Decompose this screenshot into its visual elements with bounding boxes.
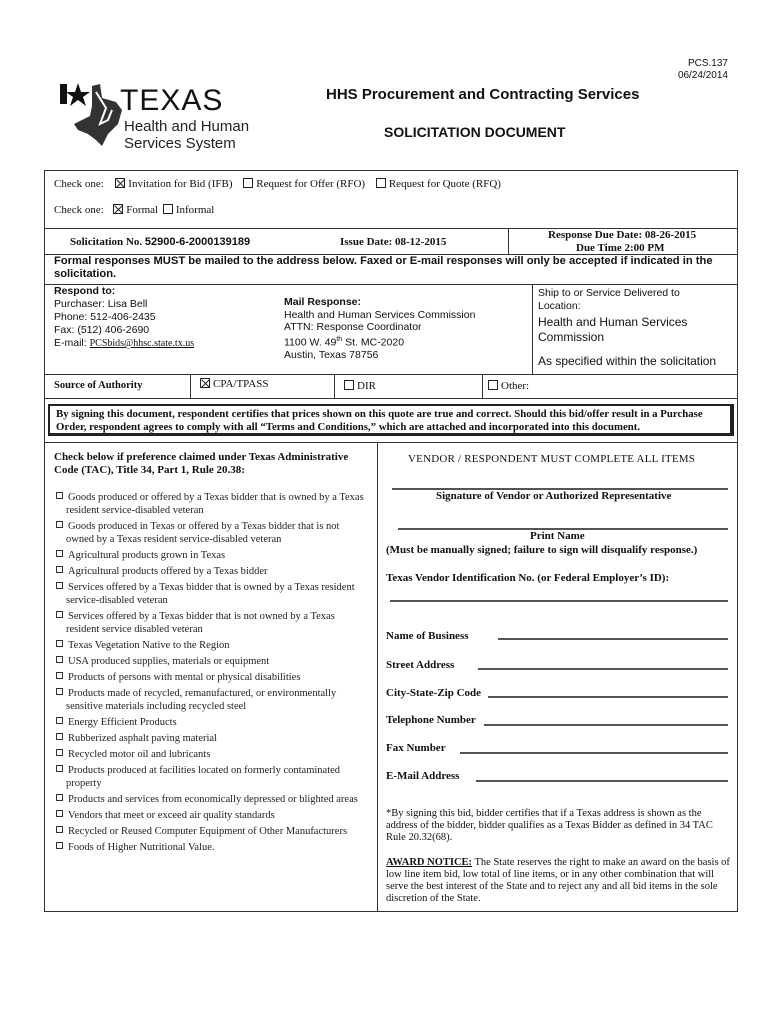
divider — [377, 442, 378, 912]
solicitation-number-value: 52900-6-2000139189 — [144, 236, 251, 248]
preference-item-label: Rubberized asphalt paving material — [68, 733, 217, 744]
preference-item-label: Recycled motor oil and lubricants — [68, 749, 211, 760]
other-checkbox[interactable] — [488, 380, 498, 390]
preference-item-label: Products and services from economically depressed or blighted areas — [68, 794, 358, 805]
preference-list — [56, 491, 366, 857]
preference-checkbox[interactable] — [56, 765, 63, 772]
check-one-label: Check one: — [54, 178, 104, 190]
fax-line[interactable] — [460, 752, 728, 754]
preference-item[interactable] — [56, 764, 366, 790]
preference-item-label: Energy Efficient Products — [68, 717, 177, 728]
preference-item[interactable] — [56, 793, 366, 806]
mail-response-block: Mail Response: Health and Human Services Commission ATTN: Response Coordinator 1100 W. 49th St. MC-2020 Austin, Texas 78756 — [284, 296, 476, 361]
vendor-id-line[interactable] — [390, 600, 728, 602]
preference-checkbox[interactable] — [56, 672, 63, 679]
check-one-type-row — [54, 178, 501, 190]
hhs-logo — [56, 80, 256, 152]
preference-item[interactable] — [56, 610, 366, 636]
issue-date: Issue Date: 08-12-2015 — [340, 236, 447, 248]
form-id: PCS.137 — [687, 58, 728, 69]
preference-checkbox[interactable] — [56, 717, 63, 724]
telephone-line[interactable] — [484, 724, 728, 726]
due-time: Due Time 2:00 PM — [576, 242, 665, 254]
divider — [190, 374, 191, 398]
form-date: 06/24/2014 — [677, 70, 728, 81]
divider — [532, 284, 533, 374]
cpa-tpass-option: CPA/TPASS — [200, 378, 268, 390]
ifb-label: Invitation for Bid (IFB) — [128, 178, 233, 190]
fax-label: Fax Number — [386, 742, 446, 754]
city-state-zip-line[interactable] — [488, 696, 728, 698]
email-line[interactable] — [476, 780, 728, 782]
rfo-label: Request for Offer (RFO) — [256, 178, 366, 190]
formal-checkbox[interactable] — [113, 204, 123, 214]
business-name-label: Name of Business — [386, 630, 469, 642]
preference-item-label: Texas Vegetation Native to the Region — [68, 640, 230, 651]
preference-item-label: Products made of recycled, remanufactured, or environmentally sensitive materials including recycled steel — [66, 688, 337, 712]
preference-checkbox[interactable] — [56, 640, 63, 647]
other-option: Other: — [488, 380, 529, 392]
preference-item-label: Services offered by a Texas bidder that is not owned by a Texas resident service disabled veteran — [66, 611, 335, 635]
informal-checkbox[interactable] — [163, 204, 173, 214]
purchaser-fax: Fax: (512) 406-2690 — [54, 324, 150, 336]
preference-item[interactable] — [56, 491, 366, 517]
certification-box — [48, 404, 734, 436]
award-notice-heading: AWARD NOTICE: — [386, 857, 473, 868]
ship-to-block: Ship to or Service Delivered to Location: Health and Human Services Commission As specified within the solicitation — [538, 287, 717, 368]
source-authority-label: Source of Authority — [54, 380, 143, 391]
logo-line1: Health and Human — [124, 118, 250, 135]
preference-item[interactable] — [56, 639, 366, 652]
street-address-line[interactable] — [478, 668, 728, 670]
business-name-line[interactable] — [498, 638, 728, 640]
preference-item-label: Recycled or Reused Computer Equipment of Other Manufacturers — [68, 826, 348, 837]
preference-item-label: Services offered by a Texas bidder that is owned by a Texas resident service-disabled veteran — [66, 582, 355, 606]
rfo-checkbox[interactable] — [243, 178, 253, 188]
preference-item-label: Goods produced in Texas or offered by a Texas bidder that is not owned by a Texas resident service-disabled veteran — [66, 521, 340, 545]
respond-to-block: Respond to: Purchaser: Lisa Bell Phone: 512-406-2435 Fax: (512) 406-2690 E-mail: PCSbids@hhsc.state.tx.us — [54, 285, 195, 349]
award-notice — [386, 857, 730, 905]
preference-item-label: Products of persons with mental or physical disabilities — [68, 672, 301, 683]
preference-item-label: Foods of Higher Nutritional Value. — [68, 842, 215, 853]
purchaser: Purchaser: Lisa Bell — [54, 298, 148, 310]
logo-line2: Services System — [124, 135, 236, 152]
preference-checkbox[interactable] — [56, 582, 63, 589]
check-one-formality-row — [54, 204, 214, 216]
ifb-checkbox[interactable] — [115, 178, 125, 188]
preference-heading: Check below if preference claimed under Texas Administrative Code (TAC), Title 34, Part 1, Rule 20.38: — [54, 451, 349, 476]
logo-texas: TEXAS — [120, 84, 224, 117]
respond-to-heading: Respond to: — [54, 285, 116, 297]
preference-item[interactable] — [56, 716, 366, 729]
solicitation-number: Solicitation No. 52900-6-2000139189 — [70, 236, 251, 248]
preference-item[interactable] — [56, 687, 366, 713]
preference-item[interactable] — [56, 549, 366, 562]
dir-checkbox[interactable] — [344, 380, 354, 390]
print-name-label: Print Name — [530, 530, 585, 542]
city-state-zip-label: City-State-Zip Code — [386, 687, 482, 699]
preference-checkbox[interactable] — [56, 611, 63, 618]
preference-item[interactable] — [56, 841, 366, 854]
divider — [44, 442, 738, 443]
preference-checkbox[interactable] — [56, 550, 63, 557]
divider — [508, 228, 509, 254]
rfq-label: Request for Quote (RFQ) — [388, 178, 501, 190]
preference-checkbox[interactable] — [56, 521, 63, 528]
print-name-note: (Must be manually signed; failure to sign will disqualify response.) — [386, 544, 698, 556]
preference-item-label: Products produced at facilities located on formerly contaminated property — [66, 765, 341, 789]
preference-checkbox[interactable] — [56, 842, 63, 849]
preference-checkbox[interactable] — [56, 794, 63, 801]
divider — [482, 374, 483, 398]
texas-star-icon — [56, 80, 126, 152]
vendor-id-label: Texas Vendor Identification No. (or Federal Employer’s ID): — [386, 572, 670, 584]
preference-checkbox[interactable] — [56, 749, 63, 756]
signature-label: Signature of Vendor or Authorized Representative — [436, 490, 672, 502]
preference-item[interactable] — [56, 565, 366, 578]
preference-item[interactable] — [56, 825, 366, 838]
preference-item[interactable] — [56, 581, 366, 607]
purchaser-phone: Phone: 512-406-2435 — [54, 311, 156, 323]
preference-item[interactable] — [56, 655, 366, 668]
preference-item[interactable] — [56, 748, 366, 761]
certification-text: By signing this document, respondent certifies that prices shown on this quote are true and correct. Should this bid/offer result in a Purchase Order, respondent agrees to comply with all “Terms and Conditions,” which are attached and incorporated into this document. — [56, 408, 703, 433]
divider — [44, 398, 738, 399]
telephone-label: Telephone Number — [386, 714, 476, 726]
dir-option: DIR — [344, 380, 376, 392]
informal-label: Informal — [175, 204, 215, 216]
preference-checkbox[interactable] — [56, 810, 63, 817]
preference-checkbox[interactable] — [56, 656, 63, 663]
cpa-tpass-checkbox[interactable] — [200, 378, 210, 388]
preference-item-label: Agricultural products offered by a Texas bidder — [68, 566, 268, 577]
vendor-heading: VENDOR / RESPONDENT MUST COMPLETE ALL ITEMS — [408, 453, 696, 465]
page-title: HHS Procurement and Contracting Services — [326, 86, 640, 103]
preference-item-label: Vendors that meet or exceed air quality standards — [68, 810, 275, 821]
formal-label: Formal — [126, 204, 159, 216]
page-subtitle: SOLICITATION DOCUMENT — [384, 124, 566, 140]
divider — [334, 374, 335, 398]
mail-response-heading: Mail Response: — [284, 296, 362, 308]
email-label: E-Mail Address — [386, 770, 460, 782]
preference-item[interactable] — [56, 809, 366, 822]
preference-checkbox[interactable] — [56, 688, 63, 695]
texas-bidder-note: *By signing this bid, bidder certifies that if a Texas address is shown as the address of the bidder, bidder qualifies as a Texas Bidder as defined in 34 TAC Rule 20.32(68). — [386, 808, 713, 843]
preference-item[interactable] — [56, 671, 366, 684]
preference-item-label: Agricultural products grown in Texas — [68, 550, 226, 561]
rfq-checkbox[interactable] — [376, 178, 386, 188]
preference-item-label: Goods produced or offered by a Texas bidder that is owned by a Texas resident service-disabled veteran — [66, 492, 364, 516]
preference-checkbox[interactable] — [56, 566, 63, 573]
purchaser-email-link[interactable]: PCSbids@hhsc.state.tx.us — [89, 338, 195, 349]
preference-item-label: USA produced supplies, materials or equipment — [68, 656, 270, 667]
check-one-label-2: Check one: — [54, 204, 104, 216]
award-notice-text: The State reserves the right to make an award on the basis of low line item bid, low total of line items, or in any other combination that will serve the best interest of the State and to reject any and all bid items in the sole discretion of the State. — [386, 857, 730, 904]
divider — [44, 374, 738, 375]
preference-item[interactable] — [56, 520, 366, 546]
formal-notice: Formal responses MUST be mailed to the address below. Faxed or E-mail responses will only be accepted if indicated in the solicitation. — [54, 255, 713, 280]
preference-checkbox[interactable] — [56, 733, 63, 740]
preference-checkbox[interactable] — [56, 826, 63, 833]
preference-checkbox[interactable] — [56, 492, 63, 499]
street-address-label: Street Address — [386, 659, 455, 671]
preference-item[interactable] — [56, 732, 366, 745]
response-due-date: Response Due Date: 08-26-2015 — [548, 229, 697, 241]
